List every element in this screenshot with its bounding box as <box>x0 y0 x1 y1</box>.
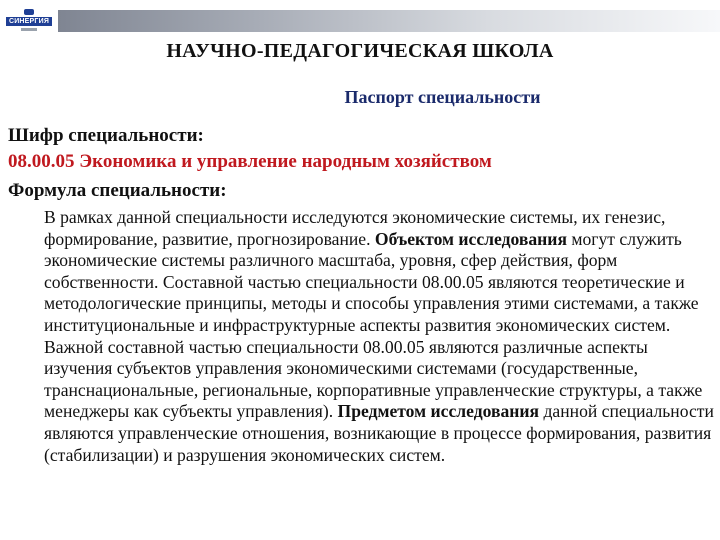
logo-emblem-icon <box>24 9 34 15</box>
specialty-code-label: Шифр специальности: <box>8 125 204 146</box>
header-gradient-band <box>58 10 720 32</box>
description-segment: могут служить экономические системы различного масштаба, уровня, сфер действия, форм собственности. Составной частью специальности 08.00.05 являются теоретические и методологические принципы, методы и способы управления этими системами, а также институциональные и инфраструктурные аспекты развития экономических систем. Важной составной частью специальности 08.00.05 являются различные аспекты изучения субъектов управления экономическими системами (государственные, транснациональные, региональные, корпоративные управленческие структуры, а также менеджеры как субъекты управления). <box>44 228 703 422</box>
subject-of-research-term: Предметом исследования <box>337 401 540 422</box>
page-title: НАУЧНО-ПЕДАГОГИЧЕСКАЯ ШКОЛА <box>166 40 554 62</box>
object-of-research-term: Объектом исследования <box>374 228 567 249</box>
logo-text: СИНЕРГИЯ <box>6 17 52 26</box>
specialty-description <box>44 207 714 466</box>
specialty-formula-label: Формула специальности: <box>8 180 227 201</box>
description-segment: данной специальности являются управленческие отношения, возникающие в процессе формирования, развития (стабилизации) и разрушения экономических систем. <box>44 401 714 465</box>
description-segment: В рамках данной специальности исследуются экономические системы, их генезис, формирование, развитие, прогнозирование. <box>44 207 666 249</box>
logo-seal-icon <box>21 28 37 31</box>
page-subtitle: Паспорт специальности <box>344 87 541 107</box>
specialty-code-value: 08.00.05 Экономика и управление народным хозяйством <box>8 151 492 172</box>
